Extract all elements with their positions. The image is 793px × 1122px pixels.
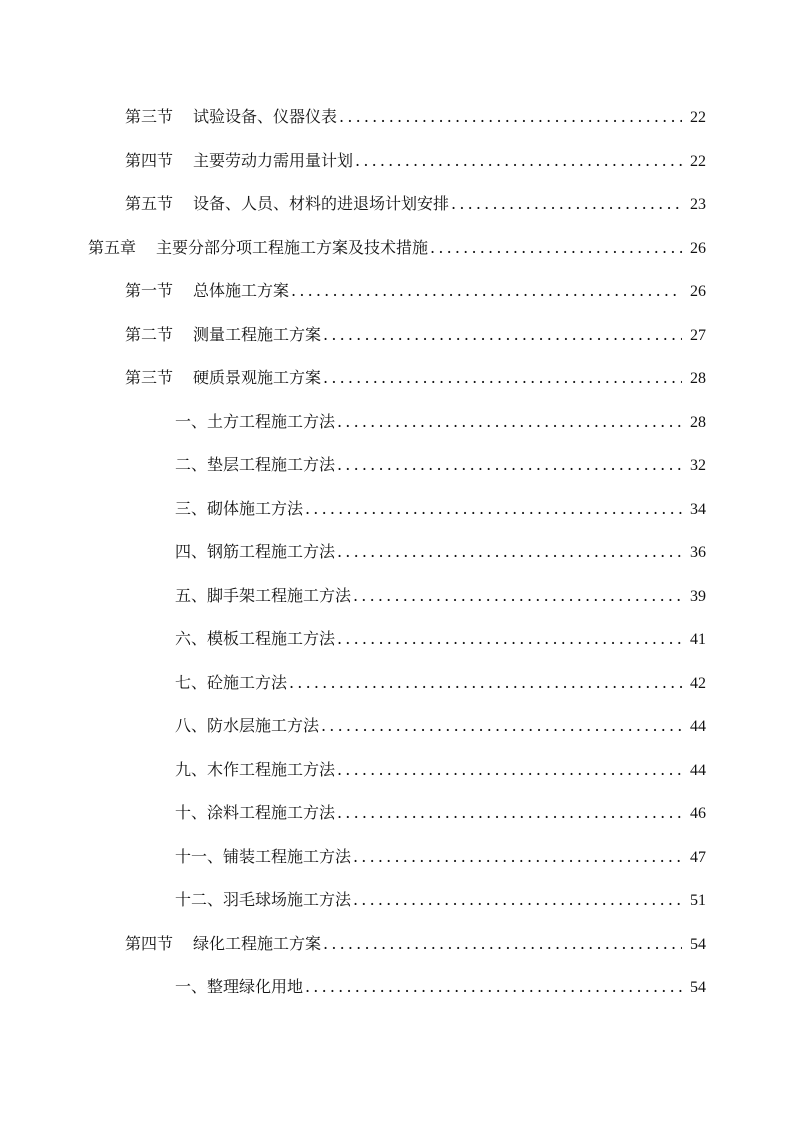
toc-entry-title: 一、土方工程施工方法 bbox=[175, 411, 336, 431]
toc-entry[interactable] bbox=[175, 714, 706, 738]
toc-entry[interactable] bbox=[175, 497, 706, 521]
toc-entry[interactable] bbox=[175, 758, 706, 782]
toc-entry[interactable] bbox=[125, 323, 706, 347]
dot-leader bbox=[337, 540, 682, 564]
toc-entry-page: 39 bbox=[690, 587, 706, 605]
dot-leader bbox=[353, 888, 682, 912]
dot-leader bbox=[337, 758, 682, 782]
toc-entry-page: 54 bbox=[690, 935, 706, 953]
dot-leader bbox=[323, 932, 682, 956]
toc-entry-number: 第二节 bbox=[125, 324, 174, 344]
toc-entry-title: 试验设备、仪器仪表 bbox=[193, 107, 338, 126]
toc-entry[interactable] bbox=[175, 584, 706, 608]
toc-entry-title: 六、模板工程施工方法 bbox=[175, 629, 336, 648]
toc-entry[interactable] bbox=[88, 236, 706, 260]
toc-entry-title: 九、木作工程施工方法 bbox=[175, 759, 336, 779]
toc-entry-title: 主要分部分项工程施工方案及技术措施 bbox=[156, 237, 429, 257]
toc-entry[interactable] bbox=[175, 845, 706, 869]
dot-leader bbox=[451, 192, 682, 216]
toc-entry-page: 54 bbox=[690, 979, 706, 996]
dot-leader bbox=[323, 366, 682, 390]
toc-entry-title: 五、脚手架工程施工方法 bbox=[175, 585, 352, 605]
toc-entry-number: 第一节 bbox=[125, 281, 174, 300]
toc-entry-page: 42 bbox=[690, 674, 706, 692]
toc-entry-page: 47 bbox=[690, 848, 706, 866]
toc-entry-page: 46 bbox=[690, 805, 706, 822]
toc-entry[interactable] bbox=[125, 279, 706, 303]
toc-entry-title: 四、钢筋工程施工方法 bbox=[175, 542, 336, 561]
toc-entry-title: 十一、铺装工程施工方法 bbox=[175, 846, 352, 866]
dot-leader bbox=[321, 714, 682, 738]
toc-entry-page: 36 bbox=[690, 544, 706, 561]
dot-leader bbox=[337, 453, 682, 477]
toc-entry-number: 第三节 bbox=[125, 107, 174, 126]
toc-entry[interactable] bbox=[125, 149, 706, 173]
toc-entry[interactable] bbox=[175, 410, 706, 434]
toc-entry-page: 28 bbox=[690, 413, 706, 431]
toc-entry-title: 七、砼施工方法 bbox=[175, 672, 288, 692]
toc-entry-page: 28 bbox=[690, 370, 706, 387]
toc-entry-page: 26 bbox=[690, 283, 706, 300]
toc-entry[interactable] bbox=[125, 932, 706, 956]
toc-entry-page: 44 bbox=[690, 761, 706, 779]
toc-entry-title: 十二、羽毛球场施工方法 bbox=[175, 890, 352, 909]
dot-leader bbox=[305, 497, 682, 521]
toc-entry-page: 34 bbox=[690, 500, 706, 518]
dot-leader bbox=[337, 410, 682, 434]
toc-entry-page: 41 bbox=[690, 631, 706, 648]
toc-entry-title: 一、整理绿化用地 bbox=[175, 977, 304, 996]
toc-entry[interactable] bbox=[125, 366, 706, 390]
toc-entry-page: 32 bbox=[690, 457, 706, 474]
dot-leader bbox=[430, 236, 682, 260]
toc-entry[interactable] bbox=[125, 192, 706, 216]
dot-leader bbox=[353, 584, 682, 608]
toc-entry-page: 26 bbox=[690, 239, 706, 257]
dot-leader bbox=[337, 801, 682, 825]
toc-entry-number: 第四节 bbox=[125, 933, 174, 953]
toc-entry-title: 主要劳动力需用量计划 bbox=[193, 150, 354, 170]
dot-leader bbox=[353, 845, 682, 869]
toc-entry-title: 三、砌体施工方法 bbox=[175, 498, 304, 518]
dot-leader bbox=[305, 975, 682, 999]
toc-entry-title: 绿化工程施工方案 bbox=[193, 933, 322, 953]
toc-entry-number: 第三节 bbox=[125, 368, 174, 387]
toc-entry[interactable] bbox=[175, 453, 706, 477]
toc-entry-title: 二、垫层工程施工方法 bbox=[175, 455, 336, 474]
toc-entry-page: 27 bbox=[690, 326, 706, 344]
dot-leader bbox=[355, 149, 682, 173]
toc-entry-title: 总体施工方案 bbox=[193, 281, 290, 300]
toc-entry[interactable] bbox=[175, 975, 706, 999]
toc-entry-title: 硬质景观施工方案 bbox=[193, 368, 322, 387]
toc-entry[interactable] bbox=[175, 801, 706, 825]
toc-entry[interactable] bbox=[175, 627, 706, 651]
toc-entry[interactable] bbox=[175, 888, 706, 912]
toc-entry[interactable] bbox=[125, 105, 706, 129]
toc-entry-number: 第四节 bbox=[125, 150, 174, 170]
toc-entry-title: 十、涂料工程施工方法 bbox=[175, 803, 336, 822]
toc-entry-page: 44 bbox=[690, 718, 706, 735]
toc-entry[interactable] bbox=[175, 671, 706, 695]
dot-leader bbox=[323, 323, 682, 347]
toc-entry-page: 22 bbox=[690, 109, 706, 126]
toc-entry-title: 八、防水层施工方法 bbox=[175, 716, 320, 735]
toc-entry-title: 设备、人员、材料的进退场计划安排 bbox=[193, 194, 450, 213]
toc-entry-page: 51 bbox=[690, 892, 706, 909]
toc-entry-number: 第五节 bbox=[125, 194, 174, 213]
toc-entry-number: 第五章 bbox=[88, 237, 137, 257]
dot-leader bbox=[337, 627, 682, 651]
dot-leader bbox=[289, 671, 682, 695]
dot-leader bbox=[291, 279, 682, 303]
toc-entry-page: 22 bbox=[690, 152, 706, 170]
toc-entry[interactable] bbox=[175, 540, 706, 564]
toc-entry-page: 23 bbox=[690, 196, 706, 213]
toc-entry-title: 测量工程施工方案 bbox=[193, 324, 322, 344]
dot-leader bbox=[339, 105, 682, 129]
